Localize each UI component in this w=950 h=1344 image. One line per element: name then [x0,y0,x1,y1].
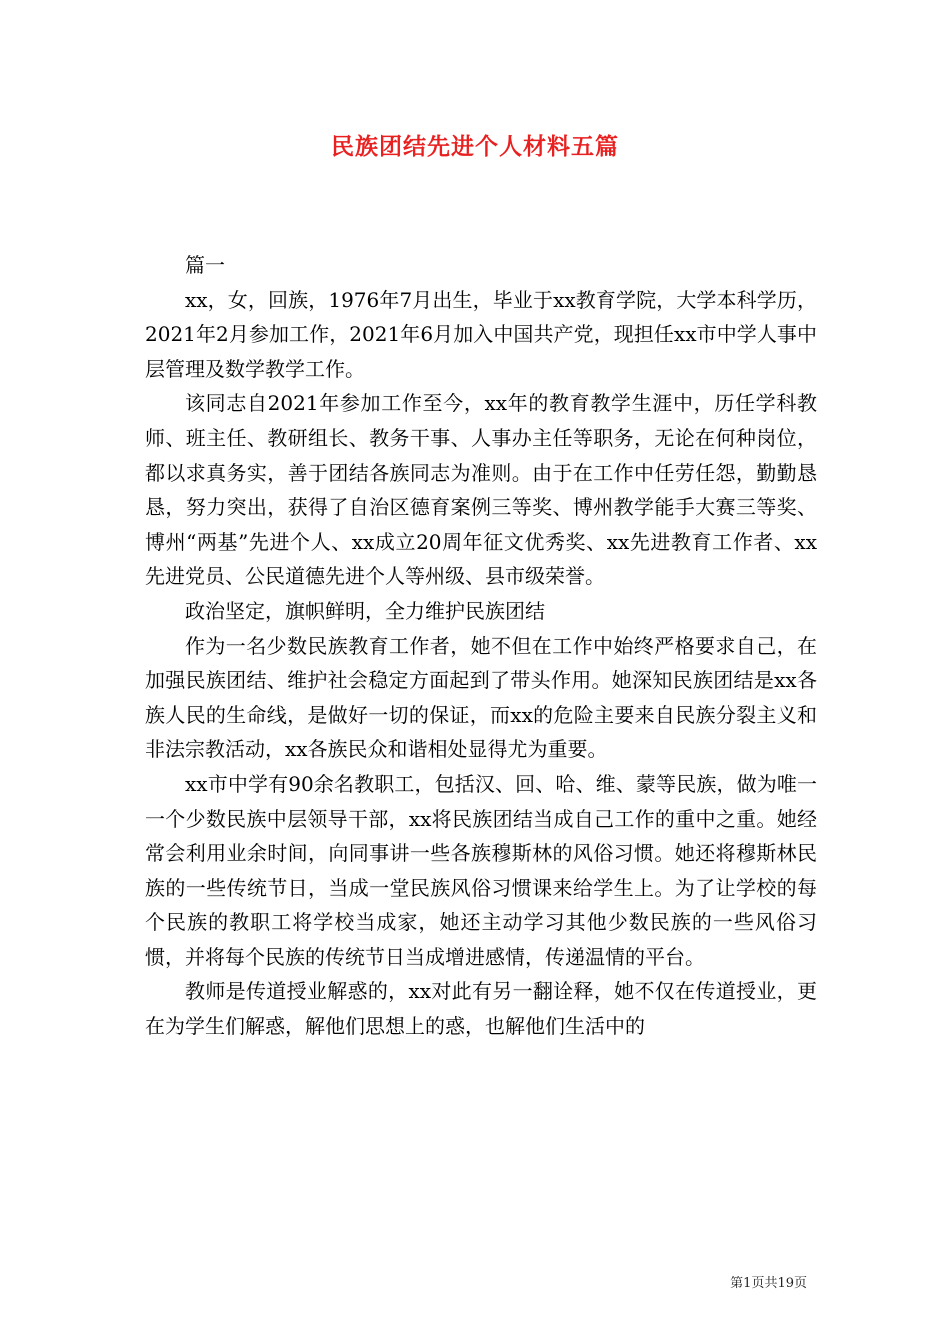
document-title: 民族团结先进个人材料五篇 [331,133,619,160]
page-number-footer: 第1页共19页 [730,1276,807,1291]
subheading: 政治坚定，旗帜鲜明，全力维护民族团结 [185,598,545,623]
paragraph: xx市中学有90余名教职工，包括汉、回、哈、维、蒙等民族，做为唯一一个少数民族中层领导干部，xx将民族团结当成自己工作的重中之重。她经常会利用业余时间，向同事讲一些各族穆斯林的风俗习惯。她还将穆斯林民族的一些传统节日，当成一堂民族风俗习惯课来给学生上。为了让学校的每个民族的教职工将学校当成家，她还主动学习其他少数民族的一些风俗习惯，并将每个民族的传统节日当成增进感情，传递温情的平台。 [145,771,817,969]
paragraph: 作为一名少数民族教育工作者，她不但在工作中始终严格要求自己，在加强民族团结、维护社会稳定方面起到了带头作用。她深知民族团结是xx各族人民的生命线，是做好一切的保证，而xx的危险主要来自民族分裂主义和非法宗教活动，xx各族民众和谐相处显得尤为重要。 [145,633,817,762]
document-body [145,248,817,1044]
paragraph: 教师是传道授业解惑的，xx对此有另一翻诠释，她不仅在传道授业，更在为学生们解惑，解他们思想上的惑，也解他们生活中的 [145,979,817,1039]
section-heading: 篇一 [185,253,225,277]
paragraph: xx，女，回族，1976年7月出生，毕业于xx教育学院，大学本科学历，2021年2月参加工作，2021年6月加入中国共产党，现担任xx市中学人事中层管理及数学教学工作。 [145,287,817,381]
paragraph: 该同志自2021年参加工作至今，xx年的教育教学生涯中，历任学科教师、班主任、教研组长、教务干事、人事办主任等职务，无论在何种岗位，都以求真务实，善于团结各族同志为准则。由于在工作中任劳任怨，勤勤恳恳，努力突出，获得了自治区德育案例三等奖、博州教学能手大赛三等奖、博州“两基”先进个人、xx成立20周年征文优秀奖、xx先进教育工作者、xx先进党员、公民道德先进个人等州级、县市级荣誉。 [145,391,817,589]
